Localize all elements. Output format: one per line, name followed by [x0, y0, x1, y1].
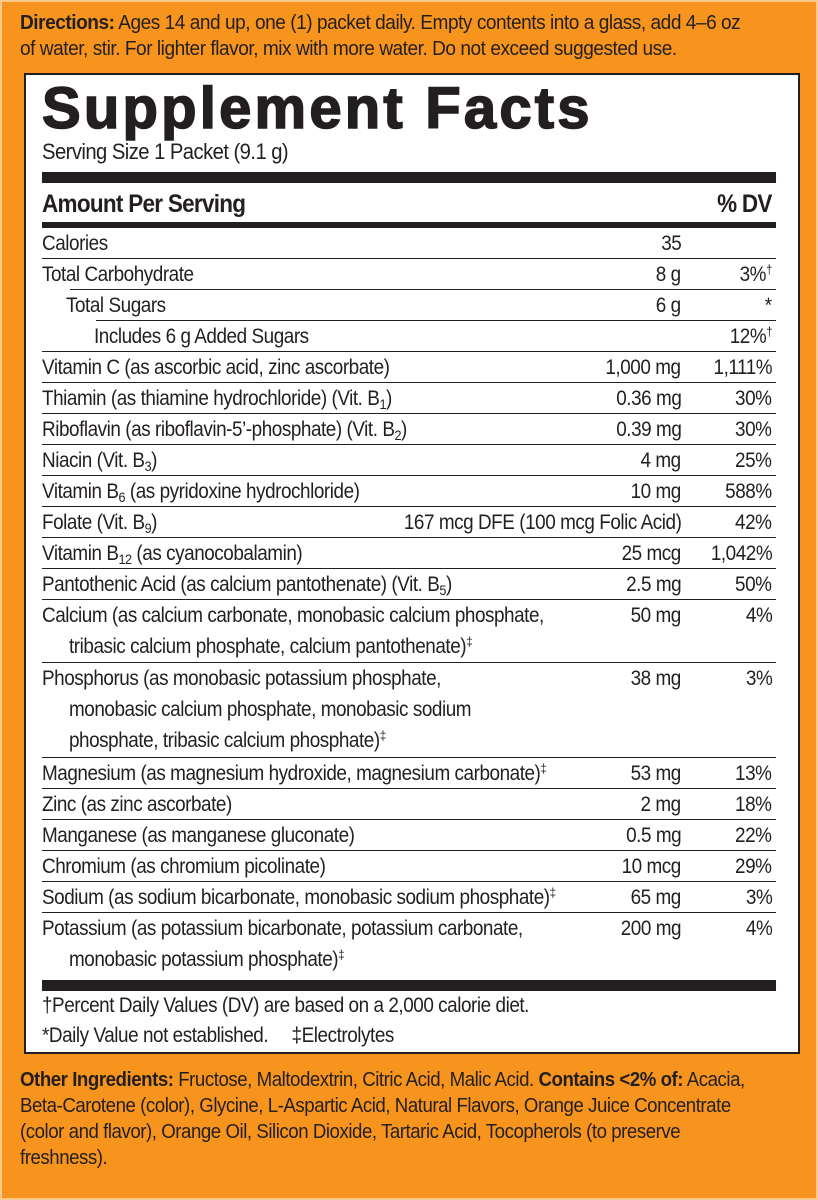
nutrient-dv: 3% [745, 886, 772, 909]
footnote-daily-value: *Daily Value not established. ‡Electrolytes [42, 1024, 394, 1047]
nutrient-amount: 53 mg [630, 762, 681, 785]
nutrient-name: Calcium (as calcium carbonate, monobasic calcium phosphate, tribasic calcium phosphate, calcium pantothenate)‡ [42, 604, 544, 658]
nutrient-dv: 13% [735, 762, 772, 785]
nutrient-amount: 2.5 mg [625, 573, 681, 596]
nutrient-amount: 167 mcg DFE (100 mcg Folic Acid) [403, 511, 681, 534]
nutrient-amount: 38 mg [630, 667, 681, 690]
nutrient-table [42, 228, 776, 976]
table-row [42, 663, 776, 758]
nutrient-name: Total Carbohydrate [42, 263, 194, 286]
table-header [42, 185, 776, 223]
nutrient-dv: 30% [735, 387, 772, 410]
table-row [42, 290, 776, 321]
nutrient-name: Chromium (as chromium picolinate) [42, 855, 326, 878]
contains-label: Contains <2% of: [538, 1068, 684, 1091]
table-row [42, 507, 776, 538]
footnote-electrolytes: ‡Electrolytes [291, 1024, 394, 1047]
nutrient-name: Niacin (Vit. $B_3$) [42, 449, 158, 474]
nutrient-amount: 1,000 mg [605, 356, 681, 379]
footnote-dv: †Percent Daily Values (DV) are based on a 2,000 calorie diet. [42, 994, 529, 1017]
nutrient-name: Includes 6 g Added Sugars [94, 325, 309, 348]
nutrient-dv: 4% [745, 917, 772, 940]
directions-label: Directions: [20, 11, 115, 34]
table-row [42, 913, 776, 976]
nutrient-amount: 65 mg [630, 886, 681, 909]
nutrient-amount: 0.36 mg [615, 387, 681, 410]
nutrient-name: Vitamin C (as ascorbic acid, zinc ascorbate) [42, 356, 390, 379]
nutrient-name: Riboflavin (as riboflavin-5’-phosphate) (Vit. $B_2$) [42, 418, 407, 443]
supplement-facts-panel [24, 73, 800, 1054]
table-row [42, 259, 776, 290]
table-row [42, 445, 776, 476]
nutrient-dv: 588% [725, 480, 772, 503]
nutrient-dv: 3% [745, 667, 772, 690]
panel-title: Supplement Facts [42, 76, 593, 141]
nutrient-name: Manganese (as manganese gluconate) [42, 824, 355, 847]
nutrient-name: Zinc (as zinc ascorbate) [42, 793, 232, 816]
nutrient-dv: 22% [735, 824, 772, 847]
nutrient-dv: 4% [745, 604, 772, 627]
directions-text [20, 10, 811, 62]
nutrient-name: Vitamin $B_{12}$ (as cyanocobalamin) [42, 542, 303, 567]
nutrient-amount: 2 mg [640, 793, 681, 816]
thick-rule-top [42, 172, 776, 183]
nutrient-dv: 50% [735, 573, 772, 596]
nutrient-name: Folate (Vit. $B_9$) [42, 511, 158, 536]
directions-line2: of water, stir. For lighter flavor, mix with more water. Do not exceed suggested use. [20, 37, 677, 60]
table-row [42, 758, 776, 789]
nutrient-name: Phosphorus (as monobasic potassium phosphate, monobasic calcium phosphate, monobasic sodium phosphate, tribasic calcium phosphate)‡ [42, 667, 472, 752]
table-row [42, 476, 776, 507]
nutrient-dv: 29% [735, 855, 772, 878]
nutrient-amount: 4 mg [640, 449, 681, 472]
table-row [42, 228, 776, 259]
nutrient-amount: 8 g [656, 263, 681, 286]
other-ingredients: Other Ingredients: Fructose, Maltodextrin, Citric Acid, Malic Acid. Contains <2% of: Acacia, Beta-Carotene (color), Glycine, L-Aspartic Acid, Natural Flavors, Orange Juice Concentrate (color and flavor), Orange Oil, Silicon Dioxide, Tartaric Acid, Tocopherols (to preserve freshness). [20, 1068, 745, 1169]
directions-line1: Ages 14 and up, one (1) packet daily. Empty contents into a glass, add 4–6 oz [114, 11, 741, 34]
nutrient-amount: 10 mcg [621, 855, 681, 878]
nutrient-name: Magnesium (as magnesium hydroxide, magnesium carbonate)‡ [42, 761, 547, 785]
serving-size: Serving Size 1 Packet (9.1 g) [42, 139, 289, 164]
table-row [42, 569, 776, 600]
nutrient-dv: 1,042% [710, 542, 772, 565]
table-row [42, 414, 776, 445]
dv-heading: % DV [717, 190, 772, 218]
thick-rule-bottom [42, 980, 776, 991]
nutrient-amount: 35 [660, 232, 681, 255]
nutrient-amount: 25 mcg [621, 542, 681, 565]
nutrient-name: Calories [42, 232, 108, 255]
table-row [42, 851, 776, 882]
nutrient-dv: * [765, 294, 772, 317]
nutrient-dv: 25% [735, 449, 772, 472]
nutrient-dv: 1,111% [713, 356, 772, 379]
nutrient-amount: 200 mg [620, 917, 681, 940]
footnotes [42, 991, 703, 1051]
table-row [42, 321, 776, 352]
table-row [42, 352, 776, 383]
nutrient-name: Thiamin (as thiamine hydrochloride) (Vit. $B_1$) [42, 387, 392, 412]
nutrient-dv: 42% [735, 511, 772, 534]
nutrient-dv: 18% [735, 793, 772, 816]
nutrient-name: Total Sugars [66, 294, 166, 317]
nutrient-name: Potassium (as potassium bicarbonate, potassium carbonate, monobasic potassium phosphate)‡ [42, 917, 523, 971]
nutrient-amount: 0.5 mg [625, 824, 681, 847]
nutrient-name: Pantothenic Acid (as calcium pantothenate) (Vit. $B_5$) [42, 573, 452, 598]
table-row [42, 789, 776, 820]
nutrient-amount: 6 g [656, 294, 681, 317]
amount-per-serving-heading: Amount Per Serving [42, 190, 246, 218]
nutrient-amount: 10 mg [630, 480, 681, 503]
nutrient-name: Sodium (as sodium bicarbonate, monobasic sodium phosphate)‡ [42, 885, 556, 909]
nutrient-name: Vitamin $B_6$ (as pyridoxine hydrochloride) [42, 480, 360, 505]
nutrient-amount: 0.39 mg [615, 418, 681, 441]
table-row [42, 820, 776, 851]
table-row [42, 538, 776, 569]
table-row [42, 882, 776, 913]
nutrient-dv: 3%† [739, 262, 772, 286]
table-row [42, 600, 776, 663]
other-ingredients-label: Other Ingredients: [20, 1068, 174, 1091]
nutrient-amount: 50 mg [630, 604, 681, 627]
nutrient-dv: 12%† [729, 324, 772, 348]
nutrient-dv: 30% [735, 418, 772, 441]
table-row [42, 383, 776, 414]
